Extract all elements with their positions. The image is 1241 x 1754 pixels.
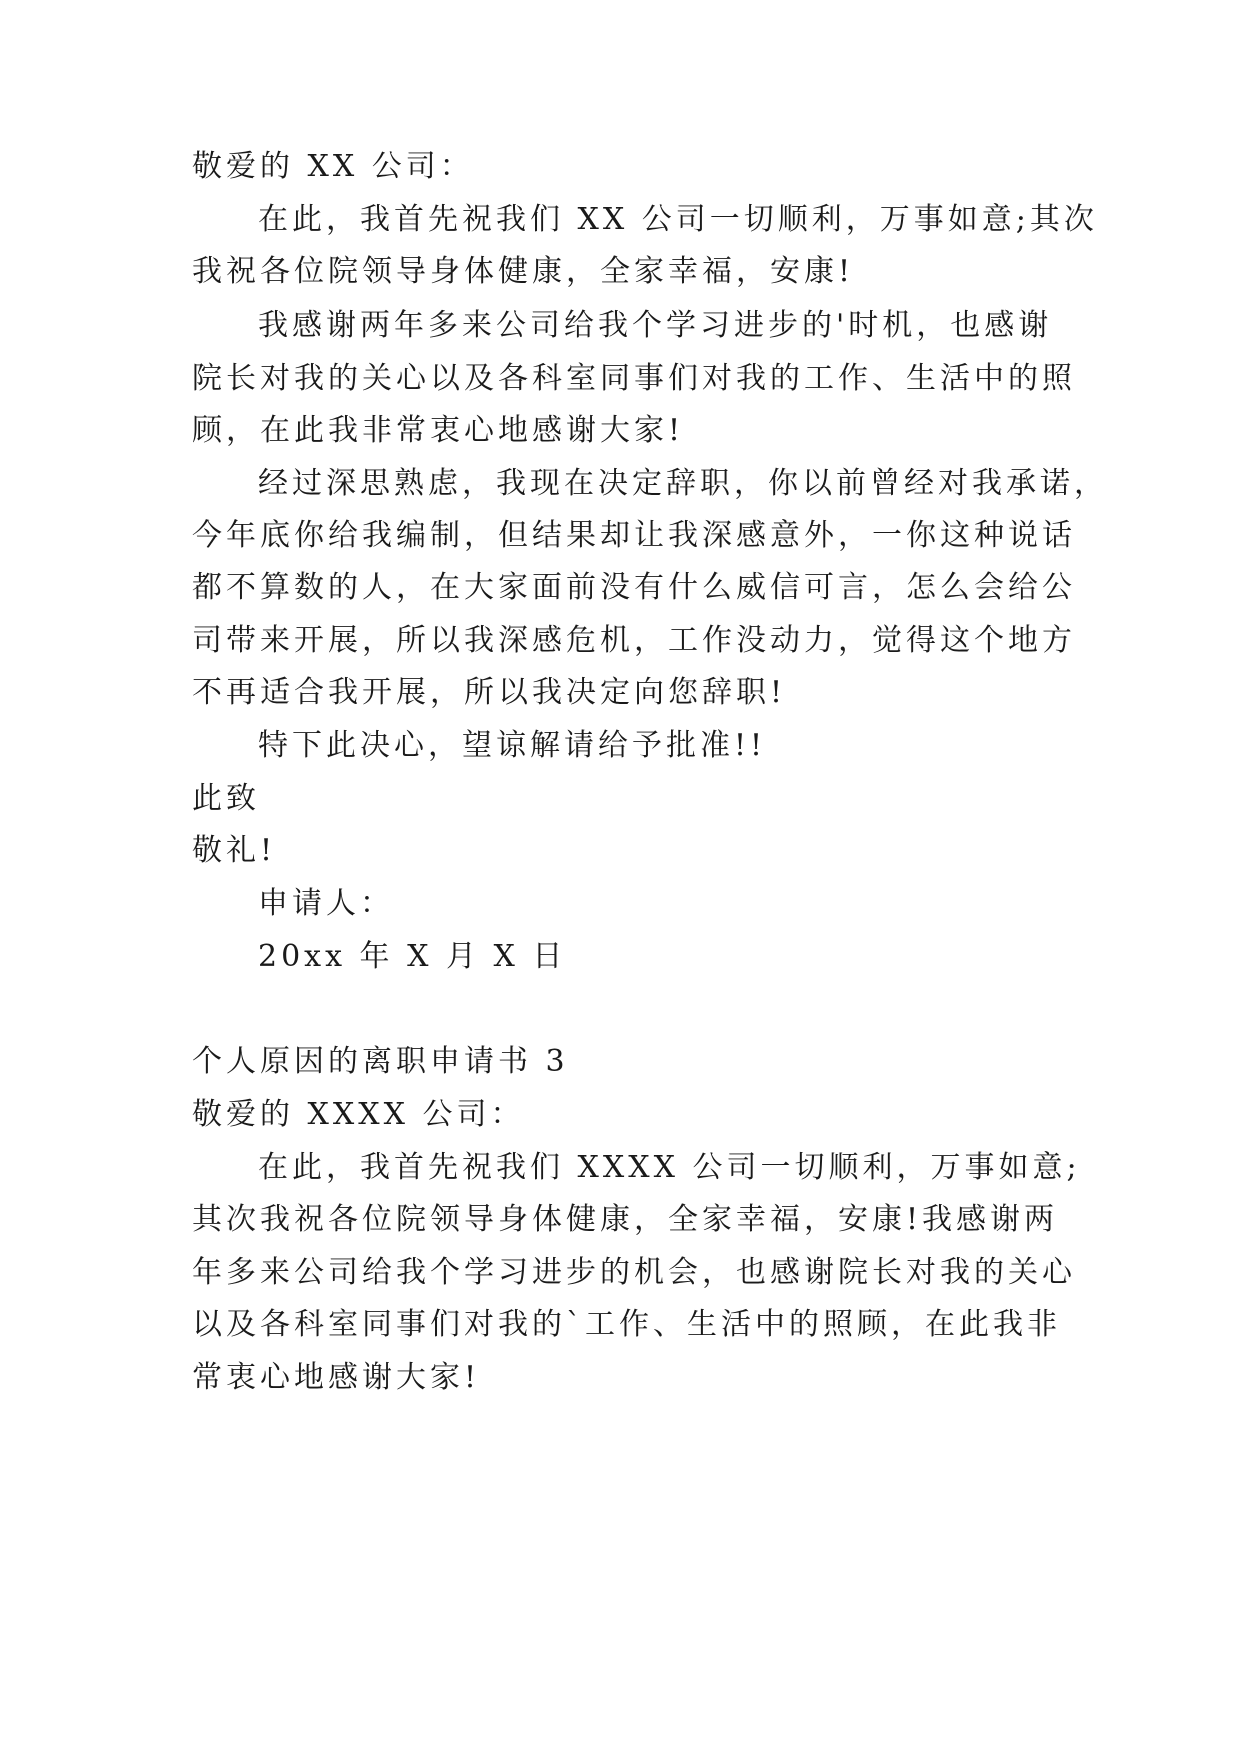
- letter1-applicant: 申请人：: [258, 886, 394, 921]
- letter1-p4: 特下此决心，望谅解请给予批准!!: [258, 728, 767, 763]
- letter2-p1-line3: 年多来公司给我个学习进步的机会，也感谢院长对我的关心: [192, 1255, 1076, 1290]
- letter2-p1-line2: 其次我祝各位院领导身体健康，全家幸福，安康!我感谢两: [192, 1202, 1059, 1237]
- letter1-p2-line2: 院长对我的关心以及各科室同事们对我的工作、生活中的照: [192, 361, 1076, 396]
- letter1-date: 20xx 年 X 月 X 日: [258, 939, 567, 974]
- letter1-p3-line4: 司带来开展，所以我深感危机，工作没动力，觉得这个地方: [192, 623, 1076, 658]
- letter1-p3-line3: 都不算数的人，在大家面前没有什么威信可言，怎么会给公: [192, 570, 1076, 605]
- letter1-p3-line1: 经过深思熟虑，我现在决定辞职，你以前曾经对我承诺，: [258, 466, 1108, 501]
- letter1-closing-cizhi: 此致: [192, 781, 260, 816]
- letter1-closing-jingli: 敬礼!: [192, 833, 277, 868]
- letter2-p1-line5: 常衷心地感谢大家!: [192, 1360, 481, 1395]
- letter1-p1-line1: 在此，我首先祝我们 XX 公司一切顺利，万事如意;其次: [258, 202, 1098, 237]
- letter2-title: 个人原因的离职申请书 3: [192, 1044, 569, 1079]
- letter1-p1-line2: 我祝各位院领导身体健康，全家幸福，安康!: [192, 254, 855, 289]
- letter2-p1-line1: 在此，我首先祝我们 XXXX 公司一切顺利，万事如意;: [258, 1150, 1081, 1185]
- letter1-p3-line2: 今年底你给我编制，但结果却让我深感意外，一你这种说话: [192, 518, 1076, 553]
- letter1-salutation: 敬爱的 XX 公司：: [192, 149, 474, 184]
- letter1-p2-line1: 我感谢两年多来公司给我个学习进步的'时机，也感谢: [258, 308, 1053, 343]
- letter1-p3-line5: 不再适合我开展，所以我决定向您辞职!: [192, 675, 787, 710]
- letter2-salutation: 敬爱的 XXXX 公司：: [192, 1097, 525, 1132]
- letter1-p2-line3: 顾，在此我非常衷心地感谢大家!: [192, 413, 685, 448]
- letter2-p1-line4: 以及各科室同事们对我的`工作、生活中的照顾，在此我非: [192, 1307, 1061, 1342]
